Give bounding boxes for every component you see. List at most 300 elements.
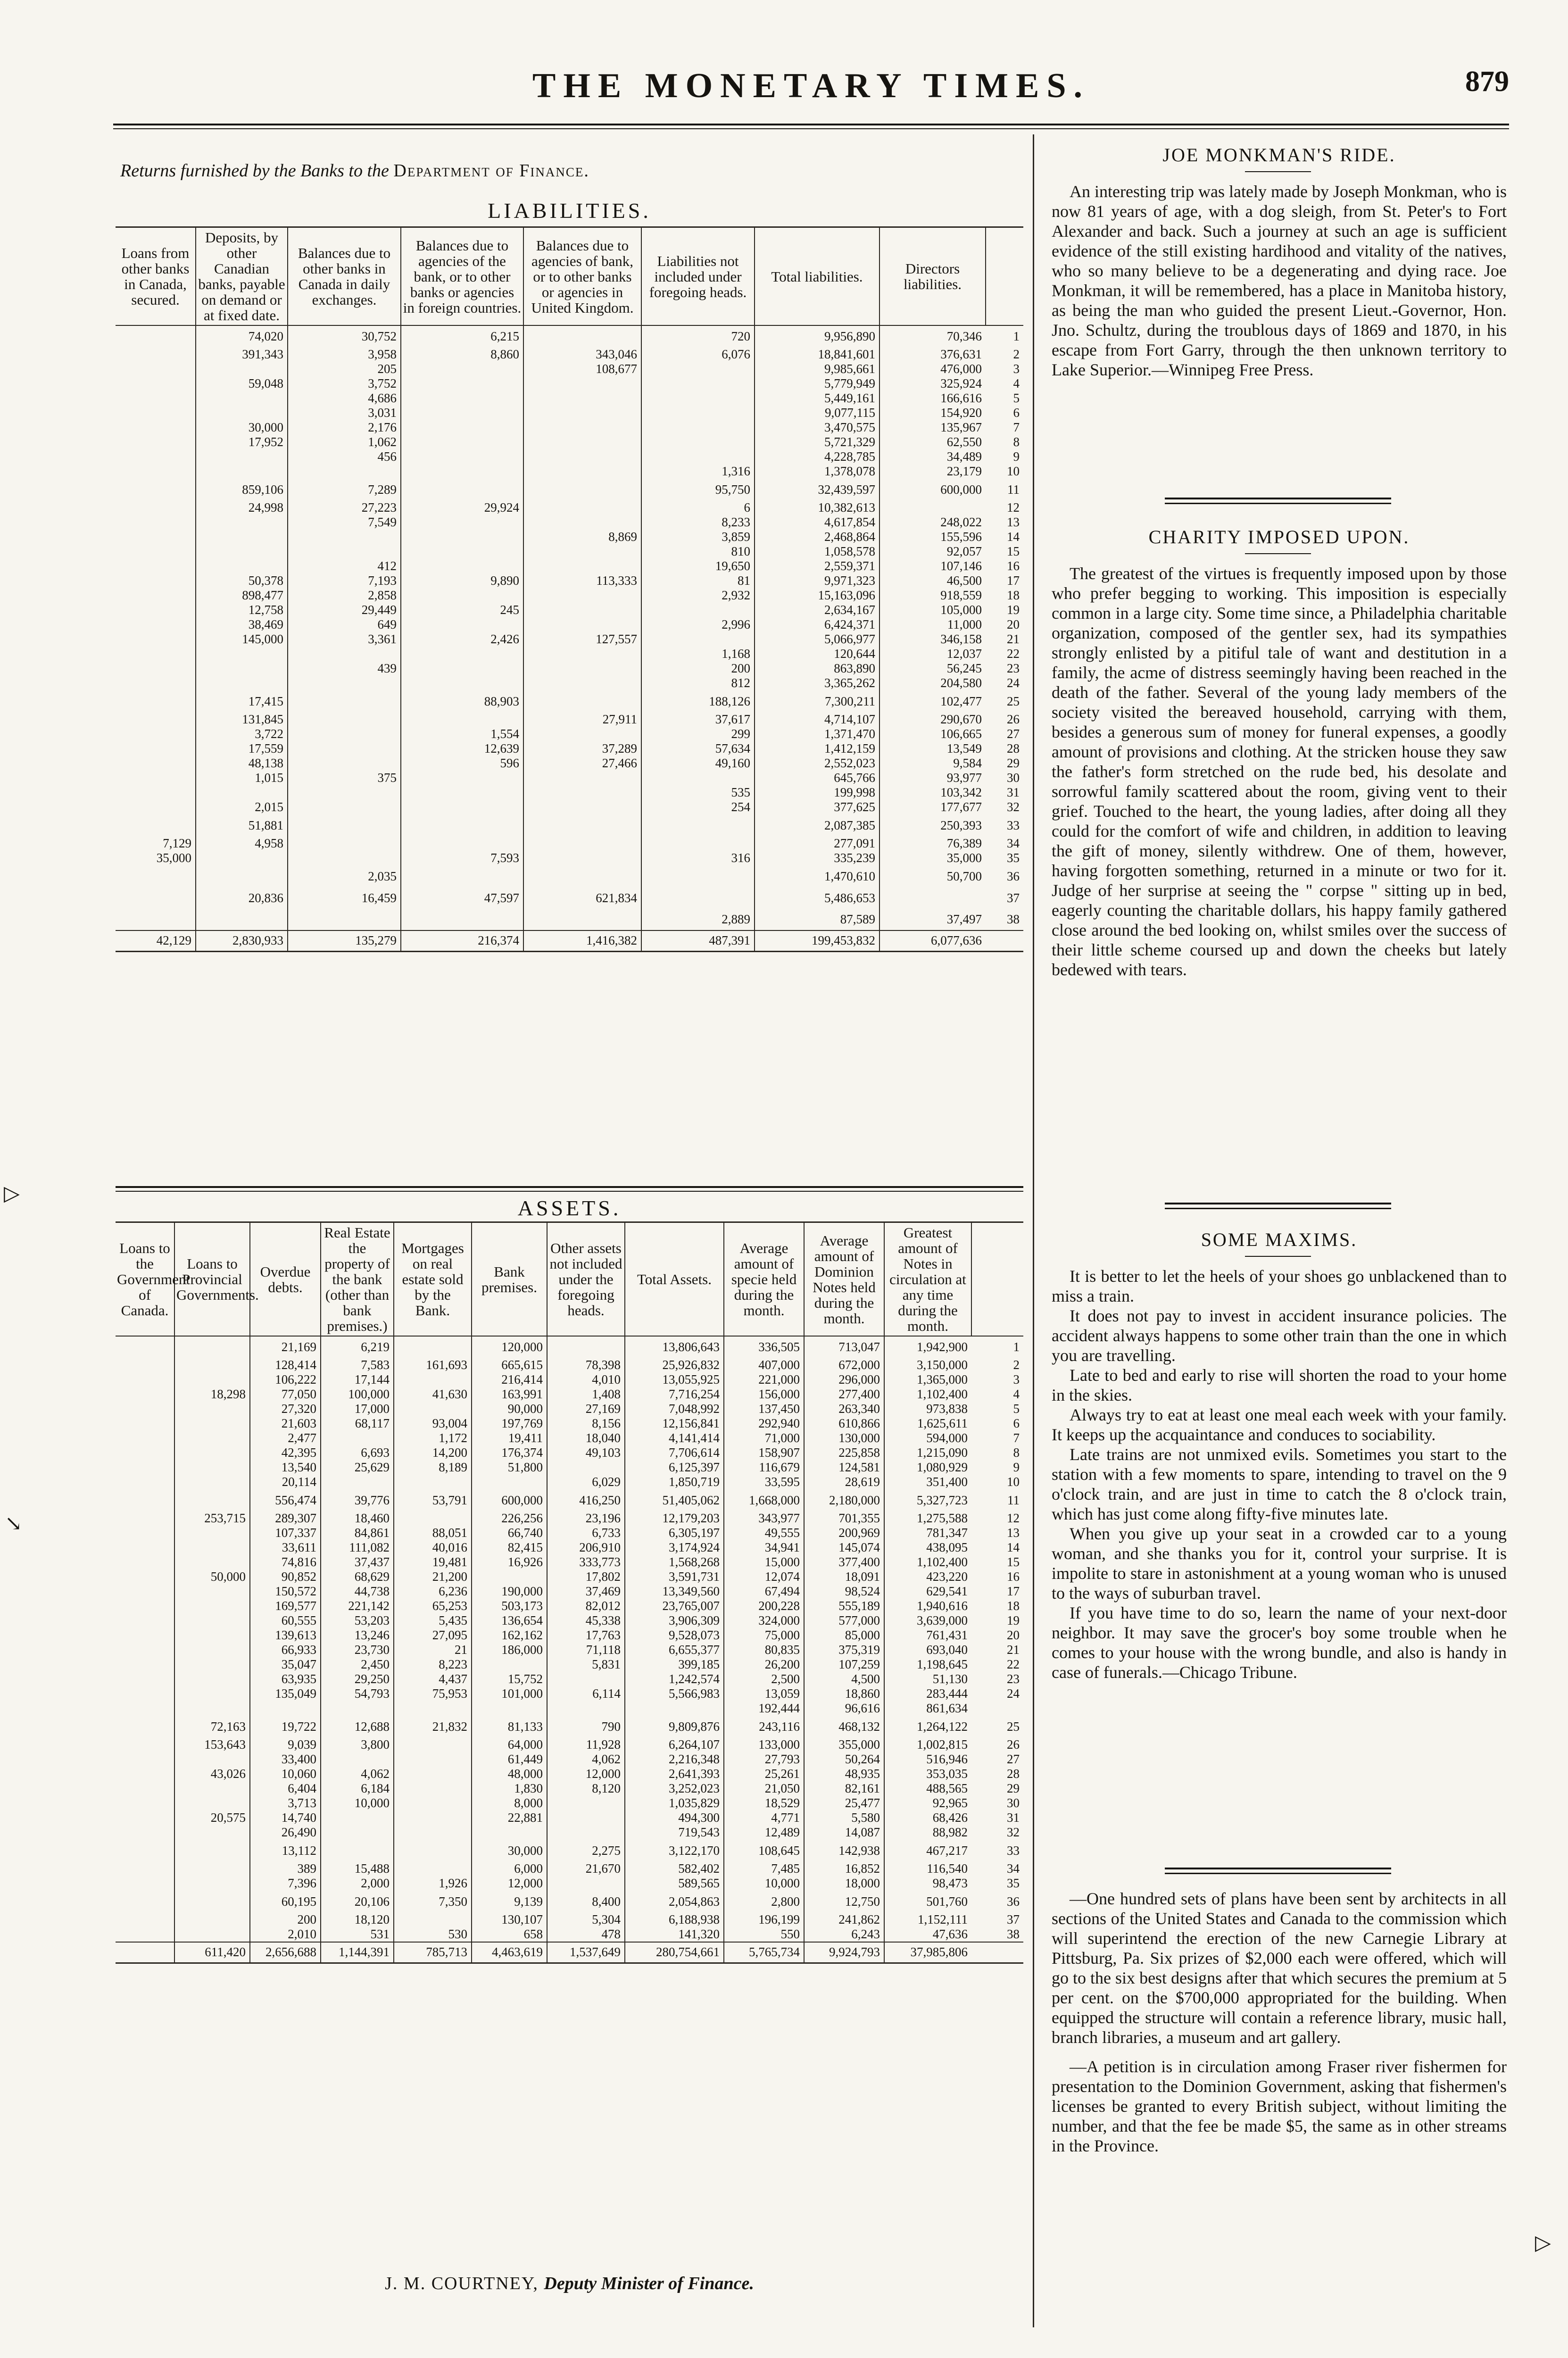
row-number: 9	[1013, 449, 1020, 464]
table-cell	[174, 1840, 250, 1861]
table-cell: 45,338	[547, 1613, 625, 1628]
table-cell: 7,300,211	[755, 690, 879, 712]
article-separator	[1165, 1203, 1391, 1209]
table-cell	[116, 712, 196, 727]
table-cell: 27,911	[523, 712, 641, 727]
table-cell: 3,252,023	[625, 1781, 724, 1796]
table-cell	[174, 1336, 250, 1358]
table-cell	[116, 800, 196, 814]
table-cell	[547, 1460, 625, 1475]
table-cell: 467,217	[884, 1840, 971, 1861]
table-cell	[472, 1825, 547, 1840]
table-cell	[401, 420, 523, 435]
column-header: Mortgages on real estate sold by the Bank.	[394, 1222, 472, 1337]
table-cell: 5,566,983	[625, 1686, 724, 1701]
table-cell: 5,435	[394, 1613, 472, 1628]
table-cell: 76,389	[879, 836, 986, 851]
table-cell	[288, 530, 401, 544]
column-header: Loans to Provincial Governments.	[174, 1222, 250, 1337]
table-cell: 5,449,161	[755, 391, 879, 406]
table-cell: 16,852	[804, 1861, 884, 1876]
table-cell: 51,881	[196, 814, 288, 836]
table-cell	[394, 1781, 472, 1796]
table-cell	[288, 727, 401, 741]
table-cell	[641, 887, 755, 909]
table-cell: 439	[288, 661, 401, 676]
total-cell: 611,420	[174, 1942, 250, 1963]
table-cell: 81	[641, 573, 755, 588]
table-cell: 2,559,371	[755, 559, 879, 573]
table-cell	[401, 530, 523, 544]
table-cell	[523, 376, 641, 391]
returns-department: Department of Finance.	[393, 161, 589, 181]
table-cell	[523, 690, 641, 712]
masthead-rule	[113, 124, 1509, 129]
table-cell: 100,000	[321, 1387, 394, 1402]
table-cell: 1,850,719	[625, 1475, 724, 1489]
table-cell: 4,228,785	[755, 449, 879, 464]
article-body-maxims	[1052, 1266, 1507, 1682]
row-number: 38	[1007, 912, 1020, 926]
table-cell: 9,890	[401, 573, 523, 588]
table-cell	[288, 909, 401, 930]
table-cell	[116, 1825, 174, 1840]
table-cell: 1,058,578	[755, 544, 879, 559]
table-cell: 1,371,470	[755, 727, 879, 741]
table-cell: 2,216,348	[625, 1752, 724, 1767]
table-cell	[116, 1613, 174, 1628]
table-row	[116, 1643, 1023, 1657]
table-cell	[401, 771, 523, 785]
table-cell	[523, 603, 641, 617]
table-cell: 116,540	[884, 1861, 971, 1876]
table-row	[116, 851, 1023, 865]
table-cell: 399,185	[625, 1657, 724, 1672]
row-number: 15	[1007, 544, 1020, 558]
table-cell: 20,575	[174, 1810, 250, 1825]
table-cell: 204,580	[879, 676, 986, 690]
table-cell: 2,932	[641, 588, 755, 603]
table-cell: 18,120	[321, 1912, 394, 1927]
table-cell	[196, 544, 288, 559]
table-cell	[523, 391, 641, 406]
table-cell: 863,890	[755, 661, 879, 676]
table-cell: 13,540	[250, 1460, 321, 1475]
table-cell	[116, 1475, 174, 1489]
table-cell	[174, 1402, 250, 1416]
table-cell: 84,861	[321, 1526, 394, 1540]
table-row	[116, 406, 1023, 420]
table-cell: 33,611	[250, 1540, 321, 1555]
table-cell	[288, 464, 401, 479]
table-row	[116, 617, 1023, 632]
table-cell: 10,000	[321, 1796, 394, 1810]
table-cell	[523, 661, 641, 676]
table-cell: 81,133	[472, 1716, 547, 1737]
table-row	[116, 661, 1023, 676]
table-cell: 49,160	[641, 756, 755, 771]
table-cell: 40,016	[394, 1540, 472, 1555]
table-cell: 6,305,197	[625, 1526, 724, 1540]
table-row	[116, 1511, 1023, 1526]
table-cell: 6,404	[250, 1781, 321, 1796]
table-cell	[116, 1599, 174, 1613]
table-cell	[641, 406, 755, 420]
column-header: Total Assets.	[625, 1222, 724, 1337]
table-cell: 95,750	[641, 479, 755, 500]
table-row	[116, 741, 1023, 756]
table-row	[116, 559, 1023, 573]
row-number: 25	[1007, 694, 1020, 708]
table-cell: 37,497	[879, 909, 986, 930]
table-cell	[116, 1876, 174, 1891]
table-cell	[116, 1336, 174, 1358]
table-cell: 1,152,111	[884, 1912, 971, 1927]
table-cell: 23,179	[879, 464, 986, 479]
total-cell: 2,656,688	[250, 1942, 321, 1963]
table-cell: 577,000	[804, 1613, 884, 1628]
table-cell	[321, 1701, 394, 1716]
table-cell	[116, 661, 196, 676]
table-cell	[523, 435, 641, 449]
table-cell: 199,998	[755, 785, 879, 800]
liabilities-title: LIABILITIES.	[488, 199, 651, 223]
row-number: 11	[1007, 1493, 1020, 1507]
column-header: Bank premises.	[472, 1222, 547, 1337]
table-cell: 12,074	[724, 1569, 804, 1584]
table-row	[116, 887, 1023, 909]
row-number: 34	[1007, 1861, 1020, 1876]
table-cell: 200	[250, 1912, 321, 1927]
table-cell: 9,971,323	[755, 573, 879, 588]
table-cell: 6,000	[472, 1861, 547, 1876]
table-cell	[116, 559, 196, 573]
table-cell: 391,343	[196, 347, 288, 362]
table-cell	[523, 449, 641, 464]
table-cell	[196, 785, 288, 800]
table-cell: 290,670	[879, 712, 986, 727]
column-header: Balances due to other banks in Canada in daily exchanges.	[288, 227, 401, 326]
table-cell: 14,087	[804, 1825, 884, 1840]
table-cell: 2,054,863	[625, 1891, 724, 1912]
table-cell: 325,924	[879, 376, 986, 391]
row-number: 37	[1007, 890, 1020, 905]
table-cell: 90,852	[250, 1569, 321, 1584]
paragraph: An interesting trip was lately made by Joseph Monkman, who is now 81 years of age, with a dog sleigh, from St. Peter's to Fort Alexander and back. Such a journey at such an age is sufficient evidence of the still existing hardihood and vitality of the natives, who so many believe to be a degenerating and dying race. Joe Monkman, it will be remembered, has a place in Manitoba history, as being the man who guided the present Lieut.-Governor, Hon. Jno. Schultz, during the troublous days of 1869 and 1870, in his escape from Fort Garry, through the then unknown territory to Lake Superior.—Winnipeg Free Press.	[1052, 182, 1507, 379]
table-cell	[174, 1825, 250, 1840]
table-cell: 161,693	[394, 1358, 472, 1372]
row-number: 35	[1007, 1876, 1020, 1890]
table-cell	[394, 1511, 472, 1526]
table-cell: 155,596	[879, 530, 986, 544]
table-cell	[394, 1701, 472, 1716]
row-number: 38	[1007, 1927, 1020, 1941]
row-number: 2	[1013, 1358, 1020, 1372]
title-rule	[1245, 1256, 1311, 1257]
table-cell: 346,158	[879, 632, 986, 647]
row-number-header	[971, 1222, 1023, 1337]
table-cell: 6,693	[321, 1445, 394, 1460]
total-cell: 216,374	[401, 930, 523, 951]
table-row	[116, 865, 1023, 887]
table-cell: 88,903	[401, 690, 523, 712]
table-cell: 9,528,073	[625, 1628, 724, 1643]
table-cell: 1,102,400	[884, 1387, 971, 1402]
table-cell	[641, 391, 755, 406]
table-cell: 12,000	[472, 1876, 547, 1891]
table-cell: 316	[641, 851, 755, 865]
table-cell: 277,400	[804, 1387, 884, 1402]
table-cell: 18,860	[804, 1686, 884, 1701]
table-cell: 21,670	[547, 1861, 625, 1876]
table-cell	[401, 617, 523, 632]
row-number: 28	[1007, 1767, 1020, 1781]
table-cell	[116, 1402, 174, 1416]
table-cell: 12,639	[401, 741, 523, 756]
table-cell	[523, 771, 641, 785]
table-row	[116, 814, 1023, 836]
table-row	[116, 479, 1023, 500]
table-cell	[394, 1737, 472, 1752]
table-cell: 21,832	[394, 1716, 472, 1737]
table-cell	[116, 479, 196, 500]
table-row	[116, 435, 1023, 449]
table-cell: 649	[288, 617, 401, 632]
table-cell	[472, 1657, 547, 1672]
table-cell: 48,000	[472, 1767, 547, 1781]
table-cell	[116, 515, 196, 530]
table-cell: 18,298	[174, 1387, 250, 1402]
table-cell: 13,055,925	[625, 1372, 724, 1387]
table-cell: 375,319	[804, 1643, 884, 1657]
table-cell: 8,156	[547, 1416, 625, 1431]
table-cell	[116, 814, 196, 836]
table-cell: 3,958	[288, 347, 401, 362]
table-cell: 166,616	[879, 391, 986, 406]
paragraph: Always try to eat at least one meal each week with your family. It keeps up the acquaintance and conduces to sociability.	[1052, 1405, 1507, 1444]
table-cell: 7,289	[288, 479, 401, 500]
table-cell: 53,203	[321, 1613, 394, 1628]
table-cell: 254	[641, 800, 755, 814]
table-cell	[116, 573, 196, 588]
table-cell: 111,082	[321, 1540, 394, 1555]
table-cell: 50,000	[174, 1569, 250, 1584]
table-cell: 35,000	[879, 851, 986, 865]
table-cell	[116, 347, 196, 362]
table-cell: 130,000	[804, 1431, 884, 1445]
table-cell	[196, 362, 288, 376]
table-cell	[401, 676, 523, 690]
table-cell	[116, 1810, 174, 1825]
table-cell: 71,118	[547, 1643, 625, 1657]
table-cell: 130,107	[472, 1912, 547, 1927]
table-cell: 27,793	[724, 1752, 804, 1767]
table-cell: 27,223	[288, 500, 401, 515]
total-cell: 785,713	[394, 1942, 472, 1963]
table-cell: 8,869	[523, 530, 641, 544]
table-cell	[523, 865, 641, 887]
table-cell: 1,102,400	[884, 1555, 971, 1569]
table-cell	[116, 632, 196, 647]
table-cell: 343,977	[724, 1511, 804, 1526]
row-number: 27	[1007, 1752, 1020, 1766]
table-cell	[394, 1752, 472, 1767]
table-cell: 26,490	[250, 1825, 321, 1840]
table-cell: 35,000	[156, 851, 191, 865]
table-cell: 629,541	[884, 1584, 971, 1599]
table-cell: 37,469	[547, 1584, 625, 1599]
table-row	[116, 1555, 1023, 1569]
table-cell: 66,740	[472, 1526, 547, 1540]
bank-returns-column	[116, 137, 1023, 2325]
table-cell: 377,400	[804, 1555, 884, 1569]
table-cell	[116, 1927, 174, 1942]
table-cell: 1,215,090	[884, 1445, 971, 1460]
table-cell	[523, 500, 641, 515]
table-cell: 324,000	[724, 1613, 804, 1628]
row-number: 3	[1013, 362, 1020, 376]
table-cell	[394, 1767, 472, 1781]
table-cell: 250,393	[879, 814, 986, 836]
table-cell	[116, 530, 196, 544]
table-cell: 120,644	[755, 647, 879, 661]
table-row	[116, 544, 1023, 559]
row-number: 17	[1007, 573, 1020, 588]
table-cell	[394, 1372, 472, 1387]
table-cell	[174, 1431, 250, 1445]
table-cell	[394, 1402, 472, 1416]
table-cell	[401, 449, 523, 464]
table-cell	[401, 376, 523, 391]
article-title-maxims: SOME MAXIMS.	[1201, 1229, 1358, 1250]
signature-name: J. M. COURTNEY,	[385, 2274, 544, 2293]
table-cell: 51,800	[472, 1460, 547, 1475]
table-cell: 600,000	[472, 1489, 547, 1511]
table-cell: 14,740	[250, 1810, 321, 1825]
table-cell: 106,665	[879, 727, 986, 741]
table-cell	[641, 435, 755, 449]
table-row	[116, 1569, 1023, 1584]
table-cell: 74,020	[196, 325, 288, 347]
table-cell: 66,933	[250, 1643, 321, 1657]
table-row	[116, 464, 1023, 479]
table-cell	[116, 603, 196, 617]
row-number: 2	[1013, 347, 1020, 361]
row-number: 13	[1007, 1526, 1020, 1540]
table-cell: 21,200	[394, 1569, 472, 1584]
table-cell: 30,752	[288, 325, 401, 347]
row-number: 12	[1007, 500, 1020, 515]
table-cell: 7,593	[401, 851, 523, 865]
table-row	[116, 771, 1023, 785]
table-cell: 810	[641, 544, 755, 559]
table-cell	[250, 1701, 321, 1716]
table-cell: 8,400	[547, 1891, 625, 1912]
table-row	[116, 1475, 1023, 1489]
table-row	[116, 1861, 1023, 1876]
returns-heading	[120, 160, 589, 181]
table-cell	[401, 515, 523, 530]
total-cell	[971, 1942, 1023, 1963]
article-separator	[1165, 1868, 1391, 1874]
table-row	[116, 500, 1023, 515]
table-cell	[174, 1927, 250, 1942]
table-cell: 355,000	[804, 1737, 884, 1752]
table-cell: 781,347	[884, 1526, 971, 1540]
row-number: 30	[1007, 1796, 1020, 1810]
table-cell: 973,838	[884, 1402, 971, 1416]
table-cell: 30,000	[196, 420, 288, 435]
table-cell: 65,253	[394, 1599, 472, 1613]
table-cell: 18,529	[724, 1796, 804, 1810]
table-cell: 7,583	[321, 1358, 394, 1372]
table-row	[116, 603, 1023, 617]
row-number: 26	[1007, 1737, 1020, 1752]
table-cell: 6,076	[641, 347, 755, 362]
table-cell	[116, 1891, 174, 1912]
table-cell	[116, 544, 196, 559]
table-cell: 19,650	[641, 559, 755, 573]
table-cell: 82,415	[472, 1540, 547, 1555]
table-cell	[174, 1599, 250, 1613]
row-number: 29	[1007, 1781, 1020, 1795]
row-number: 33	[1007, 818, 1020, 832]
table-cell: 3,174,924	[625, 1540, 724, 1555]
row-number: 23	[1007, 1672, 1020, 1686]
table-cell: 253,715	[174, 1511, 250, 1526]
table-cell: 4,437	[394, 1672, 472, 1686]
table-row	[116, 1460, 1023, 1475]
table-row	[116, 588, 1023, 603]
table-cell: 27,095	[394, 1628, 472, 1643]
row-number: 36	[1007, 869, 1020, 883]
table-cell: 18,841,601	[755, 347, 879, 362]
table-cell	[174, 1912, 250, 1927]
table-row	[116, 1445, 1023, 1460]
table-cell	[523, 836, 641, 851]
table-cell: 216,414	[472, 1372, 547, 1387]
table-cell: 693,040	[884, 1643, 971, 1657]
table-cell: 5,580	[804, 1810, 884, 1825]
table-cell: 503,173	[472, 1599, 547, 1613]
table-row	[116, 1796, 1023, 1810]
table-cell: 1,668,000	[724, 1489, 804, 1511]
table-cell: 6,184	[321, 1781, 394, 1796]
table-row	[116, 1489, 1023, 1511]
table-cell	[116, 1643, 174, 1657]
table-cell: 2,035	[288, 865, 401, 887]
table-cell: 645,766	[755, 771, 879, 785]
row-number: 16	[1007, 559, 1020, 573]
table-cell	[641, 865, 755, 887]
table-cell: 88,982	[884, 1825, 971, 1840]
table-cell: 53,791	[394, 1489, 472, 1511]
table-cell: 135,967	[879, 420, 986, 435]
table-cell	[523, 785, 641, 800]
row-number: 8	[1013, 1445, 1020, 1460]
table-cell: 7,048,992	[625, 1402, 724, 1416]
table-cell	[116, 1431, 174, 1445]
table-cell	[641, 603, 755, 617]
table-cell: 26,200	[724, 1657, 804, 1672]
table-cell	[641, 814, 755, 836]
table-cell: 1,198,645	[884, 1657, 971, 1672]
table-row	[116, 1781, 1023, 1796]
table-cell: 918,559	[879, 588, 986, 603]
table-cell	[174, 1796, 250, 1810]
column-header: Greatest amount of Notes in circulation at any time during the month.	[884, 1222, 971, 1337]
row-number: 5	[1013, 1402, 1020, 1416]
